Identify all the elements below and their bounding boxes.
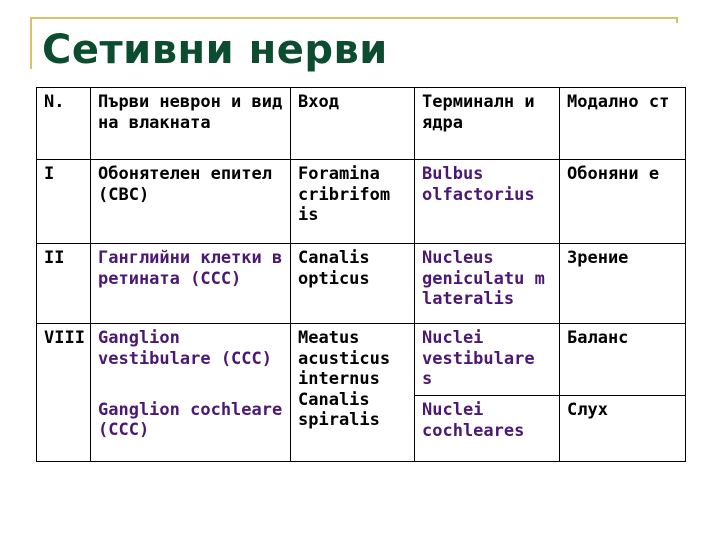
table-row [37,324,686,396]
header-modality: Модално ст [560,88,686,160]
cell-terminal-nuclei: Bulbus olfactorius [415,160,560,244]
title-decoration-bar [30,17,32,69]
cell-entry: Meatus acusticus internus Canalis spiralis [291,324,415,462]
cell-nerve-number: I [37,160,91,244]
cell-first-neuron: Ganglion vestibulare (ССС) [91,324,291,396]
header-n: N. [37,88,91,160]
cell-entry: Canalis opticus [291,244,415,324]
header-terminal-nuclei: Терминалн и ядра [415,88,560,160]
cell-modality: Зрение [560,244,686,324]
cell-modality: Слух [560,396,686,462]
title-decoration-tick [676,17,678,23]
cell-first-neuron: Обонятелен епител (СВС) [91,160,291,244]
header-first-neuron: Първи неврон и вид на влакната [91,88,291,160]
cell-nerve-number: II [37,244,91,324]
cell-nerve-number: VIII [37,324,91,462]
table-row [37,160,686,244]
cell-entry: Foramina cribrifom is [291,160,415,244]
table-header-row [37,88,686,160]
cell-first-neuron: Ганглийни клетки в ретината (ССС) [91,244,291,324]
cell-terminal-nuclei: Nuclei cochleares [415,396,560,462]
cell-terminal-nuclei: Nuclei vestibulare s [415,324,560,396]
table-row [37,244,686,324]
cell-terminal-nuclei: Nucleus geniculatu m lateralis [415,244,560,324]
header-entry: Вход [291,88,415,160]
page-title: Сетивни нерви [42,27,388,73]
sensory-nerves-table [36,87,686,462]
cell-modality: Обоняни е [560,160,686,244]
cell-first-neuron: Ganglion cochleare (ССС) [91,396,291,462]
title-decoration-line [30,17,678,19]
cell-modality: Баланс [560,324,686,396]
